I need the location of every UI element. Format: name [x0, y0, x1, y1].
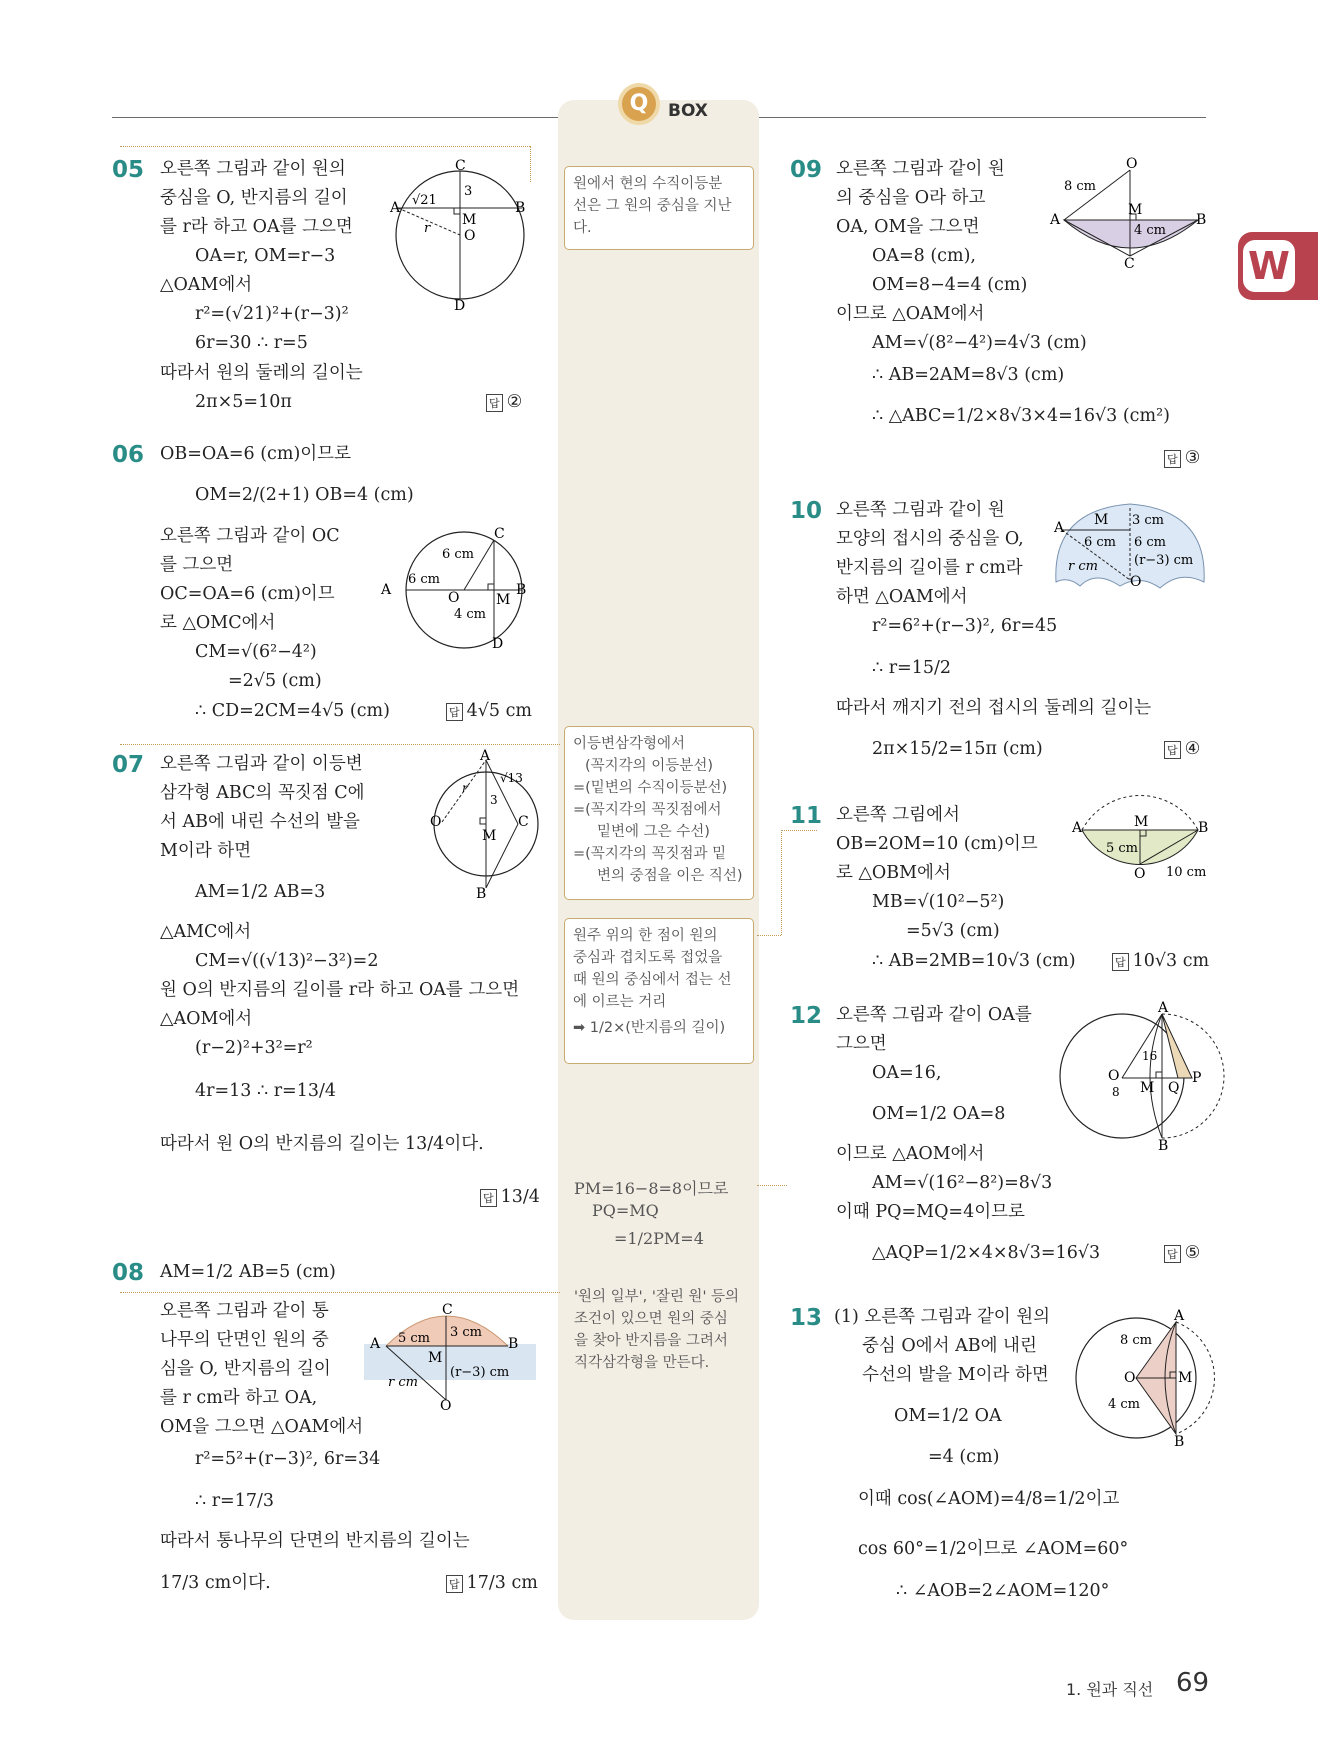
fig-label: D [492, 636, 504, 652]
note-line: 을 찾아 반지름을 그려서 [574, 1333, 728, 1349]
leader-12 [757, 1185, 787, 1186]
problem-number: 11 [790, 803, 823, 829]
text-line: 를 r cm라 하고 OA, [160, 1388, 318, 1408]
text-line: OA=8 (cm), [872, 246, 976, 266]
fig-label: A [1174, 1308, 1185, 1324]
fig-label: A [1158, 1000, 1169, 1016]
text-line: OM=1/2 OA=8 [872, 1104, 1006, 1124]
text-line: M이라 하면 [160, 841, 252, 861]
answer-value: ⑤ [1184, 1243, 1201, 1263]
text-line: CM=√(6²−4²) [195, 642, 317, 662]
note-line: 중심과 겹치도록 접었을 [573, 950, 723, 966]
leader-11-v [781, 830, 782, 935]
fig-label: (r−3) cm [450, 1365, 510, 1380]
text-line: 이때 PQ=MQ=4이므로 [836, 1202, 1025, 1222]
note-line: 변의 중점을 이은 직선) [597, 868, 743, 884]
text-line: △AOM에서 [160, 1009, 253, 1029]
text-line: ∴ △ABC=1/2×8√3×4=16√3 (cm²) [872, 406, 1170, 426]
leader-07 [120, 744, 560, 745]
answer-mark-icon: 답 [1112, 953, 1129, 971]
fig-label: B [1158, 1138, 1169, 1154]
problem-number: 09 [790, 157, 823, 183]
fig-label: O [1126, 156, 1138, 172]
note-line: =(꼭지각의 꼭짓점에서 [573, 802, 722, 818]
fig-label: A [1054, 520, 1065, 536]
text-line: 반지름의 길이를 r cm라 [836, 558, 1023, 578]
text-line: 17/3 cm이다. [160, 1573, 271, 1593]
text-line: 이므로 △AOM에서 [836, 1144, 985, 1164]
note-line: =(밑변의 수직이등분선) [573, 780, 728, 796]
fig-label: 8 cm [1120, 1333, 1153, 1348]
text-line: OC=OA=6 (cm)이므 [160, 584, 335, 604]
text-line: 2π×15/2=15π (cm) [872, 739, 1043, 759]
note-line: 조건이 있으면 원의 중심 [574, 1311, 728, 1327]
text-line: OM=8−4=4 (cm) [872, 275, 1028, 295]
qbox-label: BOX [668, 101, 708, 121]
text-line: 4r=13 ∴ r=13/4 [195, 1081, 337, 1101]
text-line: ∴ AB=2AM=8√3 (cm) [872, 365, 1065, 385]
text-line: 그으면 [836, 1034, 887, 1054]
text-line: 중심 O에서 AB에 내린 [862, 1336, 1037, 1356]
answer [480, 1186, 540, 1208]
fig-label: O [464, 228, 476, 244]
problem-number: 05 [112, 157, 145, 183]
text-line: CM=√((√13)²−3²)=2 [195, 951, 379, 971]
fig-label: 6 cm [408, 572, 441, 587]
text-line: ∴ ∠AOB=2∠AOM=120° [896, 1581, 1110, 1601]
answer-mark-icon: 답 [480, 1189, 497, 1207]
answer-mark-icon: 답 [1164, 741, 1181, 759]
problem-number: 13 [790, 1305, 823, 1331]
figure-10 [1050, 500, 1210, 592]
fig-label: O [1134, 866, 1146, 882]
text-line: △AMC에서 [160, 922, 252, 942]
note-line: PM=16−8=8이므로 [574, 1179, 729, 1198]
text-line: AM=1/2 AB=3 [195, 882, 326, 902]
fig-label: C [455, 158, 466, 174]
answer [446, 1572, 538, 1594]
text-line: 오른쪽 그림과 같이 원 [836, 159, 1005, 179]
text-line: 2π×5=10π [195, 392, 292, 412]
fig-label: M [1128, 202, 1143, 218]
fig-label: C [442, 1302, 453, 1318]
fig-label: r [424, 221, 431, 236]
note-line: 원에서 현의 수직이등분 [573, 176, 723, 192]
note-line: 다. [573, 220, 592, 236]
fig-label: 8 cm [1064, 179, 1097, 194]
fig-label: A [370, 1336, 381, 1352]
answer [1164, 447, 1200, 469]
answer [486, 391, 522, 413]
side-tab-letter: W [1243, 240, 1295, 292]
figure-06 [382, 528, 538, 656]
note-line: 밑변에 그은 수선) [597, 824, 710, 840]
text-line: 로 △OMC에서 [160, 613, 276, 633]
fig-label: A [1072, 820, 1083, 836]
fig-label: r [462, 781, 468, 795]
note-line: 때 원의 중심에서 접는 선 [573, 972, 732, 988]
text-line: =4 (cm) [928, 1447, 1000, 1467]
text-line: 를 그으면 [160, 555, 234, 575]
fig-label: A [1050, 212, 1061, 228]
fig-label: O [1108, 1068, 1120, 1084]
answer [1112, 950, 1209, 972]
fig-label: M [1094, 512, 1109, 528]
text-line: r²=5²+(r−3)², 6r=34 [195, 1449, 381, 1469]
fig-label: 5 cm [1106, 841, 1139, 856]
note-line: 이등변삼각형에서 [573, 736, 686, 752]
fig-label: M [462, 212, 477, 228]
note-line: 선은 그 원의 중심을 지난 [573, 198, 732, 214]
fig-label: D [454, 298, 466, 314]
qbox-logo-icon: Q [618, 83, 660, 125]
qbox-note-4 [566, 1172, 756, 1252]
note-line: =(꼭지각의 꼭짓점과 밑 [573, 846, 727, 862]
note-line: ➡ 1/2×(반지름의 길이) [573, 1020, 726, 1036]
text-line: =2√5 (cm) [228, 671, 322, 691]
text-line: OB=OA=6 (cm)이므로 [160, 444, 351, 464]
problem-number: 08 [112, 1260, 145, 1286]
answer-value: ④ [1184, 739, 1201, 759]
fig-label: 3 [464, 184, 473, 199]
problem-number: 07 [112, 752, 145, 778]
text-line: OM=1/2 OA [894, 1406, 1002, 1426]
fig-label: 4 cm [1108, 1397, 1141, 1412]
fig-label: M [1178, 1370, 1193, 1386]
qbox-note-3 [564, 918, 754, 1064]
leader-05 [120, 146, 530, 147]
leader-11-h [781, 830, 817, 831]
section-footer: 1. 원과 직선 [1066, 1680, 1154, 1699]
fig-label: √13 [500, 771, 523, 785]
text-line: OB=2OM=10 (cm)이므 [836, 834, 1038, 854]
note-line: 원주 위의 한 점이 원의 [573, 928, 718, 944]
note-line: 에 이르는 거리 [573, 994, 667, 1010]
text-line: 오른쪽 그림과 같이 이등변 [160, 754, 363, 774]
fig-label: 8 [1112, 1085, 1120, 1099]
fig-label: O [1124, 1370, 1136, 1386]
fig-label: B [1174, 1434, 1185, 1450]
answer [1164, 1242, 1200, 1264]
text-line: ∴ r=15/2 [872, 658, 952, 678]
text-line: 삼각형 ABC의 꼭짓점 C에 [160, 783, 365, 803]
fig-label: √21 [412, 193, 437, 208]
text-line: OA=r, OM=r−3 [195, 246, 336, 266]
fig-label: M [1134, 814, 1149, 830]
fig-label: 5 cm [398, 1331, 431, 1346]
figure-08 [362, 1300, 538, 1414]
figure-11 [1072, 808, 1208, 924]
answer-value: 17/3 cm [466, 1573, 538, 1593]
fig-label: B [1198, 820, 1209, 836]
note-line: '원의 일부', '잘린 원' 등의 [574, 1289, 740, 1305]
fig-label: B [1196, 212, 1207, 228]
qbox-note-5 [566, 1280, 756, 1380]
text-line: OA=16, [872, 1063, 942, 1083]
answer [1164, 738, 1200, 760]
text-line: r²=(√21)²+(r−3)² [195, 304, 349, 324]
fig-label: 3 cm [1132, 513, 1165, 528]
text-line: ∴ r=17/3 [195, 1491, 275, 1511]
text-line: 오른쪽 그림과 같이 원 [836, 500, 1005, 520]
text-line: 이므로 △OAM에서 [836, 304, 985, 324]
problem-number: 10 [790, 498, 823, 524]
fig-label: r cm [1068, 559, 1098, 574]
fig-label: 6 cm [1084, 535, 1117, 550]
fig-label: O [430, 814, 442, 830]
text-line: 서 AB에 내린 수선의 발을 [160, 812, 360, 832]
text-line: 따라서 통나무의 단면의 반지름의 길이는 [160, 1531, 470, 1551]
answer-value: 4√5 cm [466, 701, 533, 721]
fig-label: 16 [1142, 1049, 1158, 1063]
text-line: 따라서 원 O의 반지름의 길이는 13/4이다. [160, 1134, 484, 1154]
fig-label: B [508, 1336, 519, 1352]
text-line: OA, OM을 그으면 [836, 217, 980, 237]
text-line: 오른쪽 그림과 같이 OC [160, 526, 340, 546]
text-line: 따라서 원의 둘레의 길이는 [160, 363, 363, 383]
text-line: (r−2)²+3²=r² [195, 1038, 313, 1058]
answer-value: 13/4 [500, 1187, 540, 1207]
fig-label: 3 cm [450, 1325, 483, 1340]
problem-number: 06 [112, 442, 145, 468]
text-line: =5√3 (cm) [906, 921, 1000, 941]
text-line: 로 △OBM에서 [836, 863, 951, 883]
qbox-note-2 [564, 726, 754, 900]
fig-label: Q [1168, 1080, 1180, 1096]
answer-value: ② [506, 392, 523, 412]
text-line: AM=√(16²−8²)=8√3 [872, 1173, 1053, 1193]
answer [446, 700, 532, 722]
note-line: =1/2PM=4 [614, 1229, 704, 1248]
fig-label: P [1192, 1070, 1202, 1086]
text-line: ∴ CD=2CM=4√5 (cm) [195, 701, 390, 721]
answer-value: ③ [1184, 448, 1201, 468]
text-line: △OAM에서 [160, 275, 253, 295]
leader-08 [120, 1292, 560, 1293]
text-line: 원 O의 반지름의 길이를 r라 하고 OA를 그으면 [160, 980, 520, 1000]
fig-label: M [496, 592, 511, 608]
text-line: 6r=30 ∴ r=5 [195, 333, 308, 353]
text-line: (1) 오른쪽 그림과 같이 원의 [834, 1307, 1051, 1327]
text-line: 나무의 단면인 원의 중 [160, 1330, 329, 1350]
fig-label: O [1130, 574, 1142, 590]
text-line: 심을 O, 반지름의 길이 [160, 1359, 331, 1379]
fig-label: M [428, 1350, 443, 1366]
fig-label: 6 cm [442, 547, 475, 562]
fig-label: 6 cm [1134, 535, 1167, 550]
note-line: PQ=MQ [592, 1201, 659, 1220]
figure-07 [430, 748, 538, 902]
fig-label: A [480, 748, 491, 764]
text-line: 수선의 발을 M이라 하면 [862, 1365, 1049, 1385]
text-line: OM=2/(2+1) OB=4 (cm) [195, 485, 414, 505]
text-line: △AQP=1/2×4×8√3=16√3 [872, 1243, 1101, 1263]
text-line: r²=6²+(r−3)², 6r=45 [872, 616, 1058, 636]
leader-11 [757, 935, 781, 936]
answer-mark-icon: 답 [446, 1575, 463, 1593]
answer-mark-icon: 답 [486, 394, 503, 412]
text-line: 오른쪽 그림과 같이 통 [160, 1301, 329, 1321]
figure-13 [1086, 1310, 1210, 1448]
note-line: (꼭지각의 이등분선) [585, 758, 713, 774]
text-line: cos 60°=1/2이므로 ∠AOM=60° [858, 1539, 1129, 1559]
fig-label: B [476, 886, 487, 902]
figure-12 [1058, 1000, 1210, 1152]
qbox-note-1 [564, 166, 754, 250]
note-line: 직각삼각형을 만든다. [574, 1355, 710, 1371]
fig-label: r cm [388, 1375, 418, 1390]
text-line: 오른쪽 그림과 같이 OA를 [836, 1005, 1032, 1025]
fig-label: A [390, 200, 401, 216]
fig-label: (r−3) cm [1134, 553, 1194, 568]
answer-mark-icon: 답 [1164, 450, 1181, 468]
answer-value: 10√3 cm [1132, 951, 1210, 971]
text-line: 모양의 접시의 중심을 O, [836, 529, 1024, 549]
fig-label: M [1140, 1080, 1155, 1096]
text-line: OM을 그으면 △OAM에서 [160, 1417, 364, 1437]
fig-label: O [440, 1398, 452, 1414]
fig-label: B [516, 582, 527, 598]
figure-05 [390, 158, 532, 314]
fig-label: A [381, 582, 392, 598]
answer-mark-icon: 답 [446, 703, 463, 721]
fig-label: O [448, 590, 460, 606]
fig-label: 10 cm [1166, 865, 1207, 880]
text-line: MB=√(10²−5²) [872, 892, 1005, 912]
text-line: 를 r라 하고 OA를 그으면 [160, 217, 353, 237]
problem-number: 12 [790, 1003, 823, 1029]
text-line: ∴ AB=2MB=10√3 (cm) [872, 951, 1076, 971]
fig-label: 4 cm [1134, 223, 1167, 238]
text-line: 이때 cos(∠AOM)=4/8=1/2이고 [858, 1489, 1120, 1509]
fig-label: M [482, 828, 497, 844]
text-line: 오른쪽 그림에서 [836, 805, 960, 825]
fig-label: C [518, 814, 529, 830]
fig-label: C [494, 526, 505, 542]
text-line: 하면 △OAM에서 [836, 587, 968, 607]
figure-09 [1048, 158, 1208, 270]
fig-label: C [1124, 256, 1135, 272]
text-line: 따라서 깨지기 전의 접시의 둘레의 길이는 [836, 698, 1152, 718]
fig-label: 4 cm [454, 607, 487, 622]
answer-mark-icon: 답 [1164, 1245, 1181, 1263]
text-line: AM=1/2 AB=5 (cm) [160, 1262, 336, 1282]
page-number: 69 [1176, 1668, 1210, 1698]
text-line: 의 중심을 O라 하고 [836, 188, 986, 208]
fig-label: B [515, 200, 526, 216]
text-line: 중심을 O, 반지름의 길이 [160, 188, 348, 208]
text-line: AM=√(8²−4²)=4√3 (cm) [872, 333, 1087, 353]
fig-label: 3 [490, 793, 498, 807]
text-line: 오른쪽 그림과 같이 원의 [160, 159, 346, 179]
